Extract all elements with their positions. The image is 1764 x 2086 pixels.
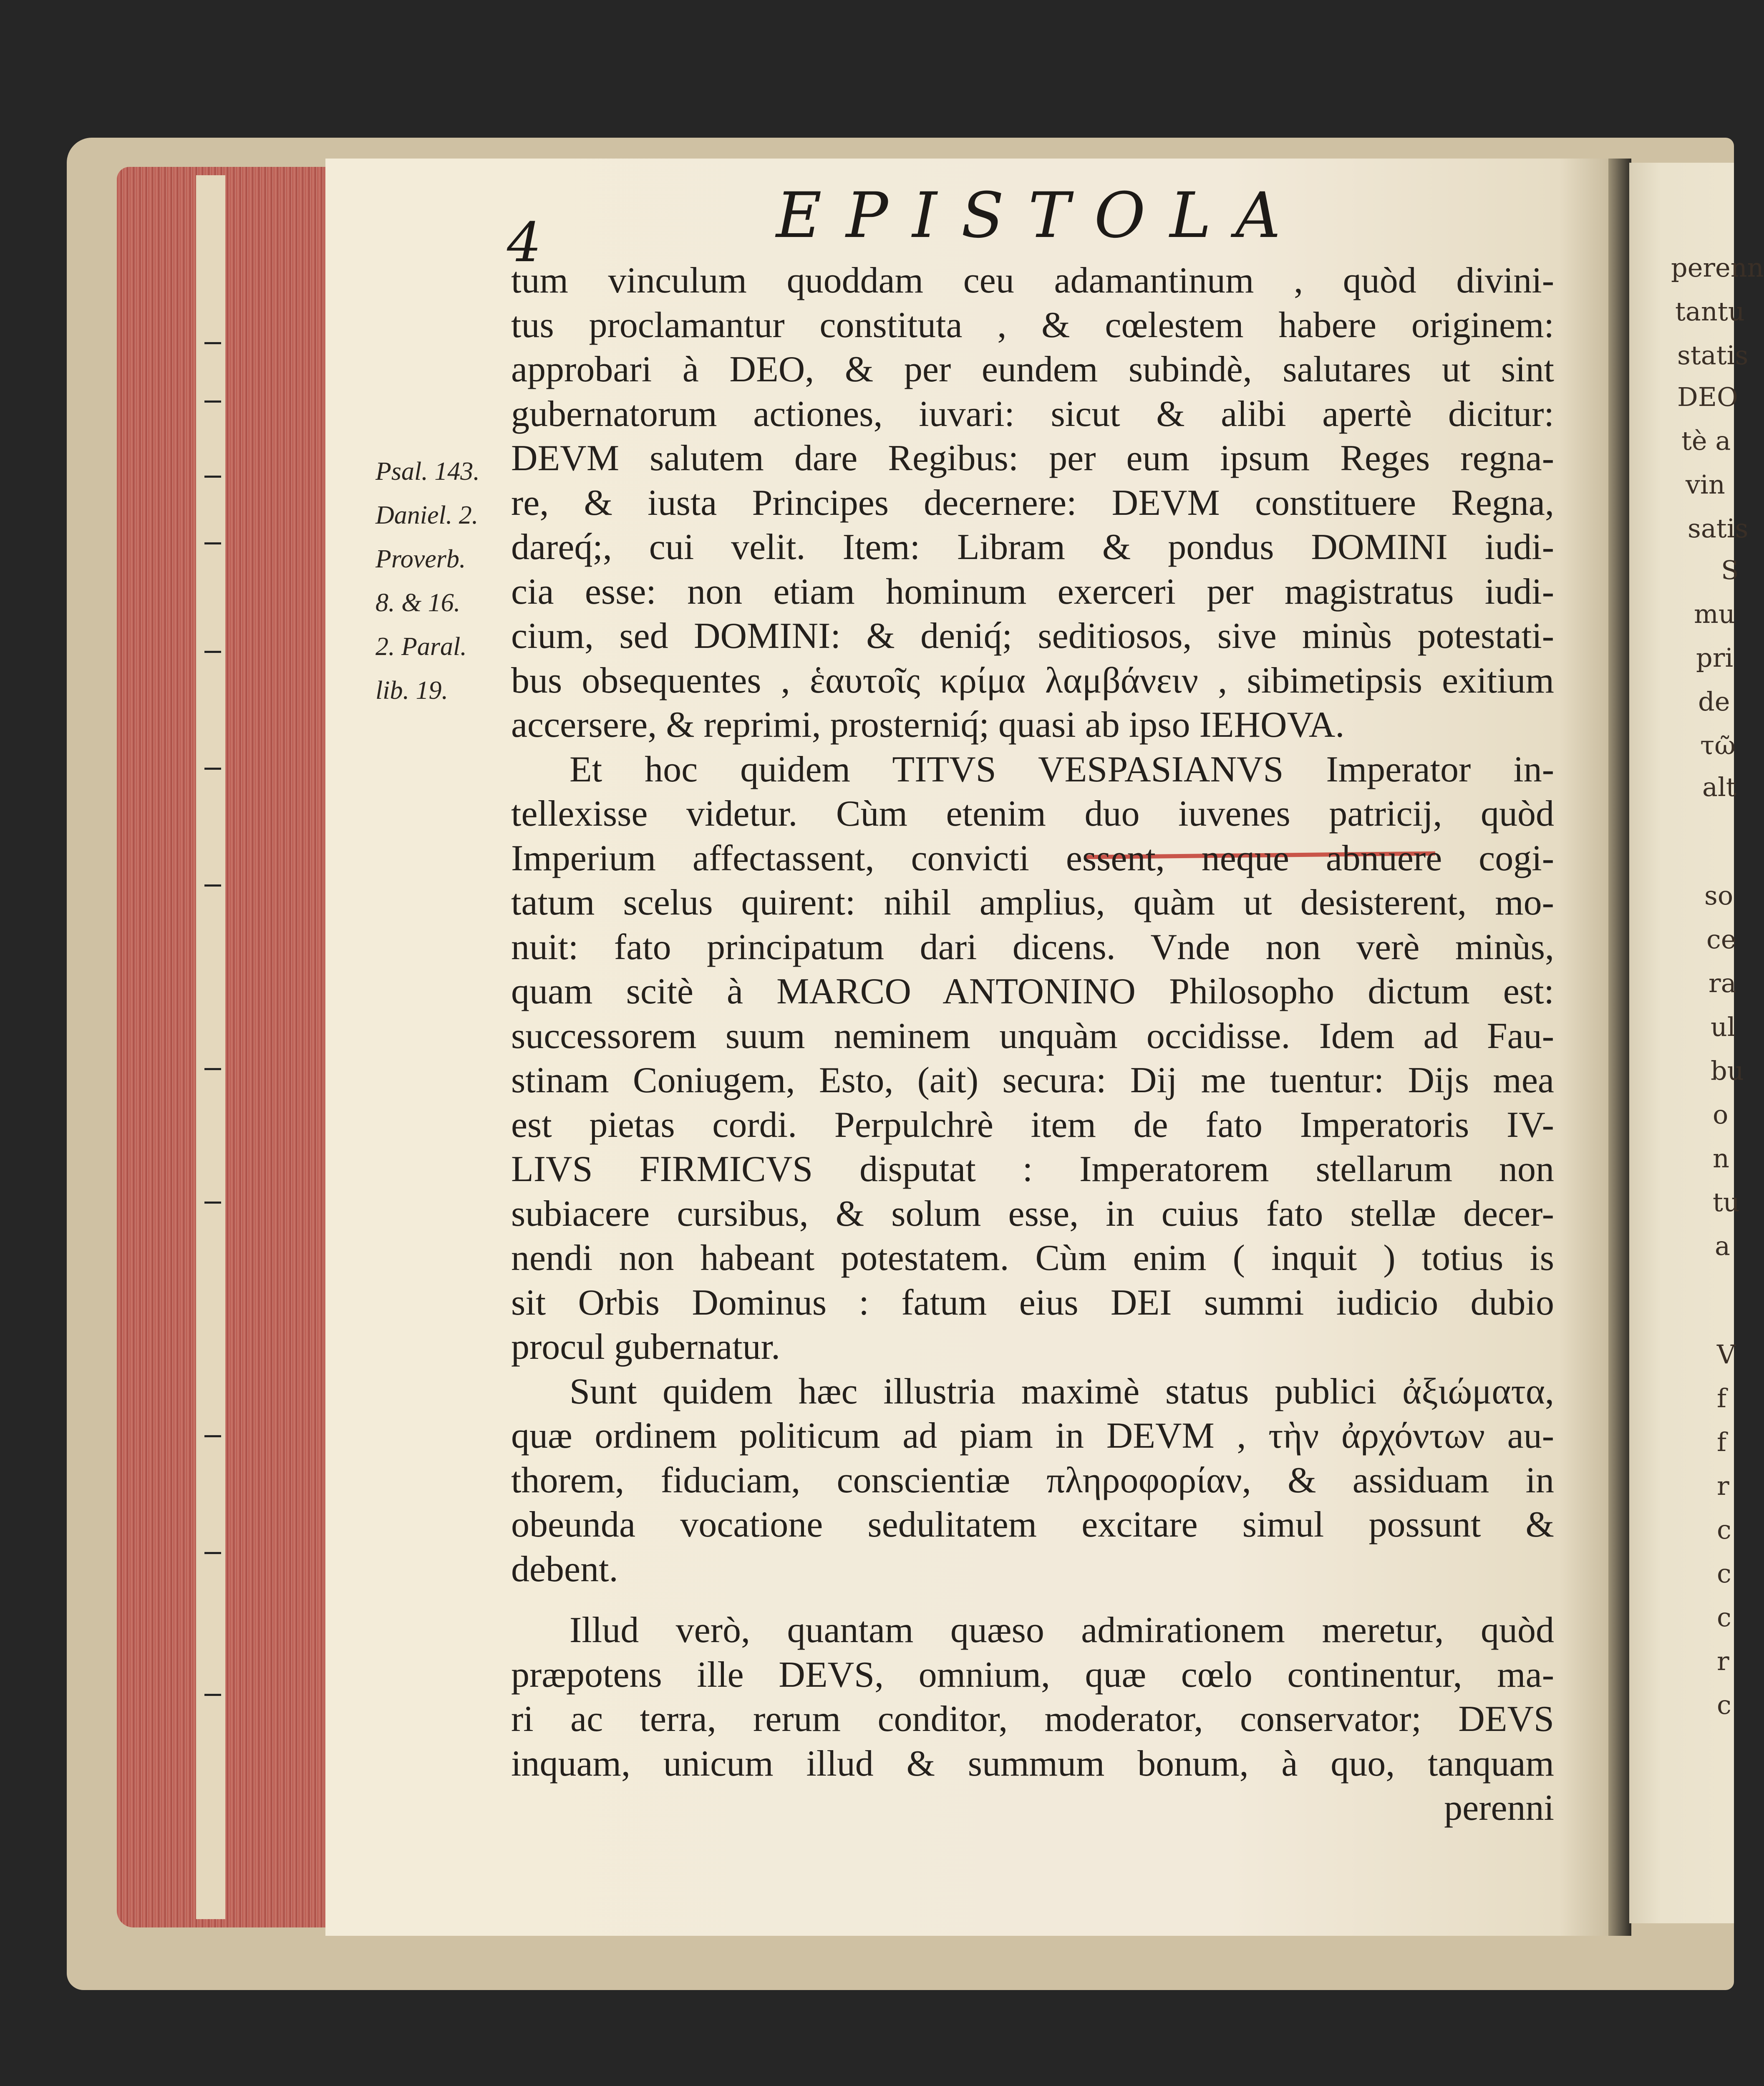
page-edge-strip [196, 175, 225, 1919]
facing-fragment: ra [1709, 968, 1736, 998]
facing-fragment: mu [1694, 599, 1735, 629]
text-line: successorem suum neminem unquàm occidisse. Idem ad Fau- [511, 1015, 1554, 1056]
text-line: cium, sed DOMINI: & deniq́; seditiosos, sive minùs potestati- [511, 616, 1554, 656]
facing-fragment: statis [1677, 340, 1749, 370]
marginal-note: 2. Paral. [375, 632, 467, 661]
edge-tick [204, 1435, 221, 1437]
catchword: perenni [1444, 1788, 1554, 1828]
text-line: subiacere cursibus, & solum esse, in cuius fato stellæ decer- [511, 1193, 1554, 1234]
facing-fragment: pri [1696, 642, 1734, 673]
facing-fragment: ce [1706, 924, 1736, 955]
facing-fragment: alt [1702, 772, 1736, 802]
facing-fragment: S [1721, 555, 1739, 585]
facing-fragment: a [1715, 1231, 1730, 1261]
text-line: tus proclamantur constituta , & cœlestem habere originem: [511, 305, 1554, 345]
page-edges [117, 167, 350, 1927]
facing-fragment: so [1704, 880, 1734, 911]
text-line: Imperium affectassent, convicti essent, neque abnuere cogi- [511, 838, 1554, 879]
text-line: Sunt quidem hæc illustria maximè status publici ἀξιώματα, [570, 1371, 1554, 1412]
facing-fragment: tantu [1675, 296, 1745, 327]
marginal-note: Psal. 143. [375, 457, 480, 486]
edge-tick [204, 542, 221, 544]
edge-tick [204, 768, 221, 770]
text-line: quæ ordinem politicum ad piam in DEVM , τὴν ἀρχόντων au- [511, 1416, 1554, 1456]
facing-fragment: perenn [1671, 252, 1764, 283]
marginal-note: lib. 19. [375, 676, 448, 705]
facing-fragment: tu [1713, 1187, 1740, 1217]
facing-fragment: c [1717, 1558, 1731, 1589]
edge-tick [204, 884, 221, 887]
running-head: EPISTOLA [776, 179, 1305, 252]
edge-tick [204, 1202, 221, 1204]
book-gutter [1608, 159, 1631, 1936]
edge-tick [204, 342, 221, 344]
text-line: bus obsequentes , ἑαυτοῖς κρίμα λαμβάνειν , sibimetipsis exitium [511, 660, 1554, 701]
text-line: quam scitè à MARCO ANTONINO Philosopho dictum est: [511, 971, 1554, 1012]
facing-fragment: vin [1686, 469, 1725, 500]
text-line: approbari à DEO, & per eundem subindè, salutares ut sint [511, 349, 1554, 390]
text-line: tum vinculum quoddam ceu adamantinum , quòd divini- [511, 260, 1554, 301]
text-line: cia esse: non etiam hominum exerceri per magistratus iudi- [511, 571, 1554, 612]
marginal-note: Daniel. 2. [375, 501, 479, 529]
facing-fragment: V [1717, 1339, 1736, 1370]
text-line: sit Orbis Dominus : fatum eius DEI summi iudicio dubio [511, 1282, 1554, 1323]
facing-fragment: τῶ [1700, 730, 1736, 761]
edge-tick [204, 1552, 221, 1554]
facing-fragment: n [1713, 1143, 1729, 1174]
text-line: debent. [511, 1549, 618, 1590]
facing-fragment: o [1713, 1099, 1729, 1130]
body-text [511, 259, 1554, 1831]
edge-tick [204, 1694, 221, 1696]
text-line: nuit: fato principatum dari dicens. Vnde non verè minùs, [511, 927, 1554, 967]
text-line: Illud verò, quantam quæso admirationem meretur, quòd [570, 1610, 1554, 1650]
edge-tick [204, 401, 221, 403]
recto-page-fragment [1629, 163, 1764, 1923]
text-line: est pietas cordi. Perpulchrè item de fato Imperatoris IV- [511, 1104, 1554, 1145]
text-line: ri ac terra, rerum conditor, moderator, conservator; DEVS [511, 1699, 1554, 1739]
text-line: tellexisse videtur. Cùm etenim duo iuvenes patricij, quòd [511, 794, 1554, 834]
facing-fragment: f [1717, 1427, 1726, 1457]
paragraph-gap [511, 1592, 1554, 1608]
facing-fragment: DEO [1677, 382, 1738, 412]
text-line: dareq́;, cui velit. Item: Libram & pondus DOMINI iudi- [511, 527, 1554, 567]
edge-tick [204, 476, 221, 478]
text-line: gubernatorum actiones, iuvari: sicut & alibi apertè dicitur: [511, 393, 1554, 434]
marginal-note: Proverb. [375, 545, 466, 573]
facing-fragment: f [1717, 1383, 1726, 1413]
text-line: procul gubernatur. [511, 1327, 781, 1367]
text-line: LIVS FIRMICVS disputat : Imperatorem stellarum non [511, 1149, 1554, 1189]
edge-tick [204, 651, 221, 653]
text-line: tatum scelus quirent: nihil amplius, quàm ut desisterent, mo- [511, 882, 1554, 923]
facing-fragment: c [1717, 1690, 1731, 1720]
text-line: DEVM salutem dare Regibus: per eum ipsum Reges regna- [511, 438, 1554, 479]
edge-tick [204, 1068, 221, 1070]
text-line: obeunda vocatione sedulitatem excitare simul possunt & [511, 1504, 1554, 1545]
facing-fragment: c [1717, 1514, 1731, 1545]
facing-fragment: bu [1711, 1056, 1744, 1086]
text-line: thorem, fiduciam, conscientiæ πληροφορίαν, & assiduam in [511, 1460, 1554, 1501]
facing-fragment: r [1717, 1646, 1729, 1676]
page-number: 4 [507, 211, 542, 274]
text-line: re, & iusta Principes decernere: DEVM constituere Regna, [511, 482, 1554, 523]
text-line: inquam, unicum illud & summum bonum, à quo, tanquam [511, 1743, 1554, 1784]
text-line: præpotens ille DEVS, omnium, quæ cœlo continentur, ma- [511, 1654, 1554, 1695]
text-line: nendi non habeant potestatem. Cùm enim ( inquit ) totius is [511, 1238, 1554, 1278]
facing-fragment: c [1717, 1602, 1731, 1633]
facing-fragment: tè a [1681, 426, 1731, 456]
text-line: stinam Coniugem, Esto, (ait) secura: Dij me tuentur: Dijs mea [511, 1060, 1554, 1101]
text-line: Et hoc quidem TITVS VESPASIANVS Imperator in- [570, 749, 1554, 790]
facing-fragment: ul [1711, 1012, 1736, 1042]
text-line: accersere, & reprimi, prosterniq́; quasi ab ipso IEHOVA. [511, 705, 1345, 745]
facing-fragment: r [1717, 1471, 1729, 1501]
facing-fragment: satis [1688, 513, 1749, 544]
facing-fragment: de [1698, 686, 1730, 717]
marginal-note: 8. & 16. [375, 589, 461, 617]
